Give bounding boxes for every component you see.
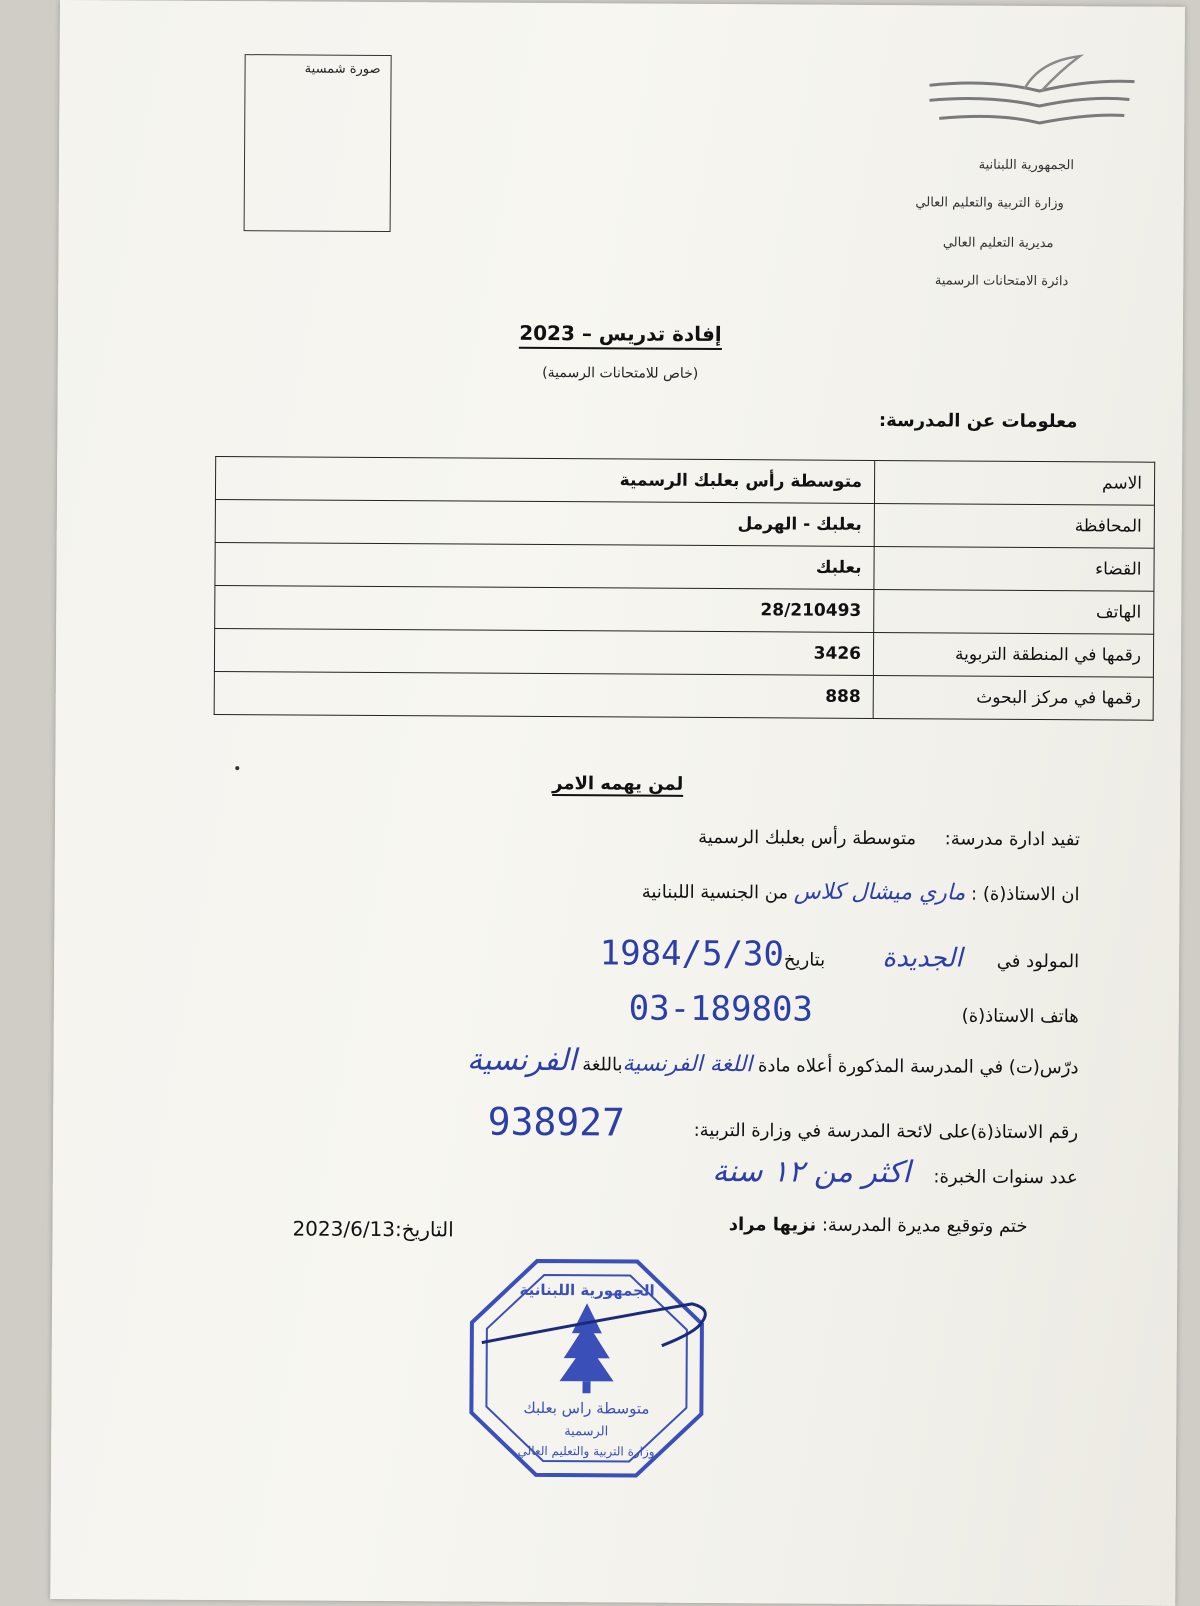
- school-info-heading: معلومات عن المدرسة:: [878, 410, 1078, 433]
- teacher-name-handwritten: ماري ميشال كلاس: [793, 879, 966, 906]
- page-subtitle: (خاص للامتحانات الرسمية): [542, 364, 699, 382]
- experience-handwritten: اكثر من ١٢ سنة: [712, 1154, 911, 1191]
- table-row: [214, 628, 1153, 677]
- stamp-bottom-text: وزارة التربية والتعليم العالي: [517, 1443, 655, 1459]
- row-value: 28/210493: [215, 585, 874, 632]
- phone-label: هاتف الاستاذ(ة): [961, 1005, 1079, 1028]
- row-label: الاسم: [874, 460, 1154, 505]
- ministry-logo-icon: [929, 50, 1150, 141]
- teacher-number-line: [488, 1100, 1079, 1148]
- page-title: إفادة تدريس – 2023: [58, 318, 1183, 349]
- principal-name: نزيها مراد: [728, 1214, 817, 1236]
- born-label: المولود في: [996, 950, 1080, 973]
- row-value: بعلبك: [215, 542, 874, 589]
- date-value: 2023/6/13: [292, 1216, 396, 1242]
- school-info-table: [214, 456, 1156, 721]
- date-label: بتاريخ: [783, 949, 826, 971]
- subject-handwritten-2: الفرنسية: [466, 1042, 577, 1079]
- teacher-label: ان الاستاذ(ة) :: [971, 883, 1080, 906]
- header-directorate: مديرية التعليم العالي: [942, 235, 1054, 252]
- table-row: [215, 456, 1154, 505]
- table-row: [215, 499, 1154, 548]
- subject-print: باللغة: [582, 1054, 623, 1076]
- stamp-center-line2: الرسمية: [564, 1424, 609, 1440]
- stamp-outer-text: الجمهورية اللبنانية: [519, 1280, 655, 1300]
- school-value: متوسطة رأس بعلبك الرسمية: [698, 826, 917, 850]
- table-row: [215, 542, 1154, 591]
- row-value: 3426: [214, 628, 873, 675]
- row-label: المحافظة: [874, 503, 1154, 548]
- taught-label: درّس(ت) في المدرسة المذكورة أعلاه مادة: [757, 1055, 1079, 1079]
- row-label: رقمها في المنطقة التربوية: [873, 632, 1153, 677]
- teacher-number-handwritten: 938927: [487, 1099, 626, 1145]
- teacher-number-label: رقم الاستاذ(ة)على لائحة المدرسة في وزارة التربية:: [693, 1119, 1079, 1144]
- photo-box: [244, 54, 392, 232]
- phone-value-handwritten: 03-189803: [628, 988, 814, 1030]
- row-value: متوسطة رأس بعلبك الرسمية: [215, 456, 874, 503]
- experience-line: [712, 1154, 1078, 1191]
- birth-line: [600, 933, 1080, 976]
- ink-dot: [235, 766, 239, 770]
- row-label: القضاء: [874, 546, 1154, 591]
- subject-line: [467, 1043, 1079, 1082]
- table-row: [214, 671, 1153, 720]
- to-whom-heading: لمن يهمه الامر: [552, 773, 684, 795]
- subject-handwritten: اللغة الفرنسية: [622, 1051, 753, 1078]
- phone-line: [629, 988, 1079, 1031]
- signature-label: ختم وتوقيع مديرة المدرسة:: [821, 1214, 1028, 1237]
- nationality-text: من الجنسية اللبنانية: [641, 881, 789, 904]
- date-field-label: التاريخ:: [394, 1217, 454, 1242]
- stamp-center-line1: متوسطة راس بعلبك: [523, 1398, 650, 1418]
- born-date-handwritten: 1984/5/30: [599, 933, 785, 975]
- born-place-handwritten: الجديدة: [882, 943, 963, 974]
- teacher-line: [642, 879, 1080, 907]
- school-line: [698, 827, 1080, 850]
- school-label: تفيد ادارة مدرسة:: [944, 828, 1080, 851]
- header-ministry: وزارة التربية والتعليم العالي: [915, 195, 1064, 212]
- header-republic: الجمهورية اللبنانية: [978, 157, 1075, 174]
- photo-label: صورة شمسية: [304, 61, 381, 77]
- row-label: رقمها في مركز البحوث: [873, 675, 1153, 720]
- header-department: دائرة الامتحانات الرسمية: [934, 273, 1069, 290]
- experience-label: عدد سنوات الخبرة:: [933, 1166, 1078, 1189]
- row-label: الهاتف: [874, 589, 1154, 634]
- table-row: [215, 585, 1154, 634]
- row-value: بعلبك - الهرمل: [215, 499, 874, 546]
- official-stamp-icon: [461, 1252, 712, 1484]
- signature-line: [729, 1214, 1028, 1237]
- document-sheet: [50, 0, 1185, 1606]
- row-value: 888: [214, 671, 873, 718]
- date-line: [292, 1216, 453, 1241]
